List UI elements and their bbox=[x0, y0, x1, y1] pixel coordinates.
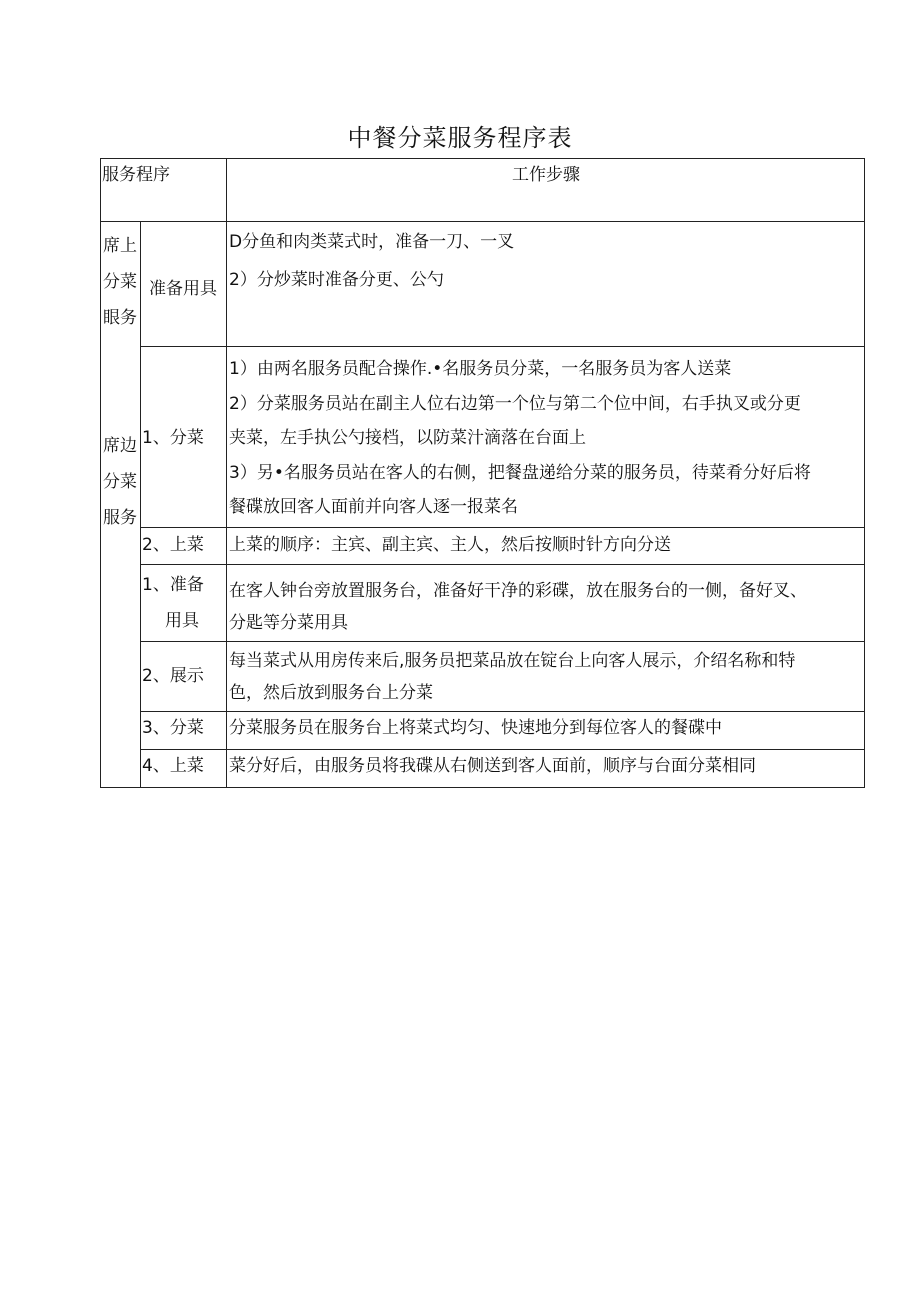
steps-serve-order bbox=[229, 530, 863, 560]
table-rule bbox=[226, 158, 227, 788]
step-line: 色，然后放到服务台上分菜 bbox=[229, 683, 433, 703]
steps-serve-dish bbox=[229, 352, 863, 525]
step-line: 分匙等分菜用具 bbox=[229, 613, 348, 633]
sub-label-prepare-station: 1、准备 用具 bbox=[142, 575, 204, 631]
section-label-sideboard: 席边 分菜 服务 bbox=[103, 436, 137, 528]
steps-prepare-station bbox=[229, 575, 863, 639]
steps-prepare-tools bbox=[229, 223, 863, 299]
sub-label-deliver: 4、上菜 bbox=[142, 756, 204, 776]
step-line: 餐碟放回客人面前并向客人逐一报菜名 bbox=[229, 497, 518, 517]
table-border-top bbox=[100, 158, 865, 159]
step-line: 在客人钟台旁放置服务台，准备好干净的彩碟，放在服务台的一侧，备好叉、 bbox=[229, 581, 807, 601]
sub-label-prepare-tools: 准备用具 bbox=[149, 279, 217, 299]
step-line: 3）另•名服务员站在客人的右侧，把餐盘递给分菜的服务员，待菜肴分好后将 bbox=[229, 462, 811, 483]
header-steps: 工作步骤 bbox=[512, 165, 580, 185]
steps-deliver bbox=[229, 751, 863, 781]
sub-label-serve-order: 2、上菜 bbox=[142, 535, 204, 555]
step-line: D分鱼和肉类菜式时，准备一刀、一叉 bbox=[229, 232, 515, 252]
table-rule bbox=[140, 641, 865, 642]
table-rule bbox=[140, 749, 865, 750]
step-line: 菜分好后，由服务员将我碟从右侧送到客人面前，顺序与台面分菜相同 bbox=[229, 756, 756, 776]
table-rule bbox=[100, 221, 865, 222]
sub-label-portion: 3、分菜 bbox=[142, 718, 204, 738]
step-line: 每当菜式从用房传来后,服务员把菜品放在锭台上向客人展示，介绍名称和特 bbox=[229, 651, 796, 671]
table-rule bbox=[140, 346, 865, 347]
table-rule bbox=[140, 221, 141, 788]
step-line: 夹菜，左手执公勺接档，以防菜汁滴落在台面上 bbox=[229, 428, 586, 448]
table-rule bbox=[140, 564, 865, 565]
header-procedure: 服务程序 bbox=[102, 165, 170, 185]
step-line: 2）分菜服务员站在副主人位右边第一个位与第二个位中间，右手执叉或分更 bbox=[229, 393, 801, 414]
table-rule bbox=[140, 527, 865, 528]
page-title: 中餐分菜服务程序表 bbox=[347, 124, 573, 152]
sub-label-serve-dish: 1、分菜 bbox=[142, 428, 204, 448]
section-label-table-side: 席上 分菜 眼务 bbox=[103, 236, 137, 328]
step-line: 2）分炒菜时准备分更、公勺 bbox=[229, 270, 444, 290]
step-line: 1）由两名服务员配合操作.•名服务员分菜，一名服务员为客人送菜 bbox=[229, 359, 732, 379]
table-rule bbox=[140, 711, 865, 712]
table-border-right bbox=[864, 158, 865, 788]
step-line: 分菜服务员在服务台上将菜式均匀、快速地分到每位客人的餐碟中 bbox=[229, 718, 722, 738]
steps-display bbox=[229, 645, 863, 709]
step-line: 上菜的顺序：主宾、副主宾、主人，然后按顺时针方向分送 bbox=[229, 535, 671, 555]
sub-label-display: 2、展示 bbox=[142, 666, 204, 686]
table-border-bottom bbox=[100, 787, 865, 788]
steps-portion bbox=[229, 713, 863, 743]
